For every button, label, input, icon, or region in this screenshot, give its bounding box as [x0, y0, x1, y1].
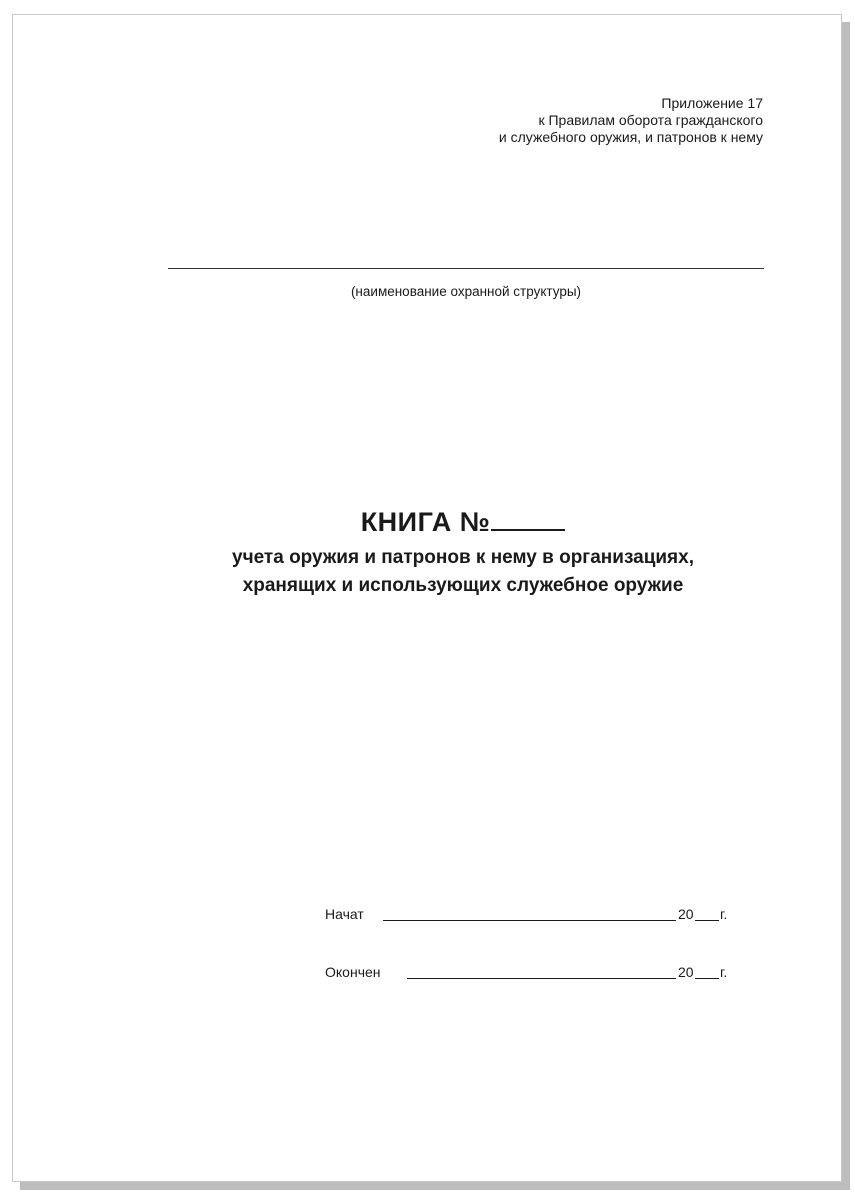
started-date-row — [325, 906, 765, 924]
finished-year-suffix: г. — [720, 964, 728, 980]
book-number-blank — [491, 504, 565, 531]
finished-date-row — [325, 964, 765, 982]
started-year-prefix: 20 — [678, 906, 694, 922]
started-year-line — [695, 920, 719, 921]
book-subtitle-line-2: хранящих и использующих служебное оружие — [242, 575, 684, 596]
started-date-line — [383, 920, 676, 921]
book-subtitle — [113, 544, 813, 600]
appendix-line-1: Приложение 17 — [661, 95, 763, 111]
appendix-note — [413, 95, 763, 146]
appendix-line-3: и служебного оружия, и патронов к нему — [498, 129, 763, 145]
appendix-line-2: к Правилам оборота гражданского — [538, 112, 763, 128]
document-page — [12, 14, 842, 1182]
book-title-text: КНИГА № — [360, 507, 491, 537]
organization-caption: (наименование охранной структуры) — [350, 284, 582, 299]
started-label: Начат — [325, 906, 364, 922]
started-year-suffix: г. — [720, 906, 728, 922]
finished-year-prefix: 20 — [678, 964, 694, 980]
book-title — [113, 504, 813, 538]
finished-date-line — [407, 978, 676, 979]
book-subtitle-line-1: учета оружия и патронов к нему в организациях, — [232, 547, 694, 568]
finished-label: Окончен — [325, 964, 381, 980]
organization-name-line — [168, 268, 764, 269]
finished-year-line — [695, 978, 719, 979]
